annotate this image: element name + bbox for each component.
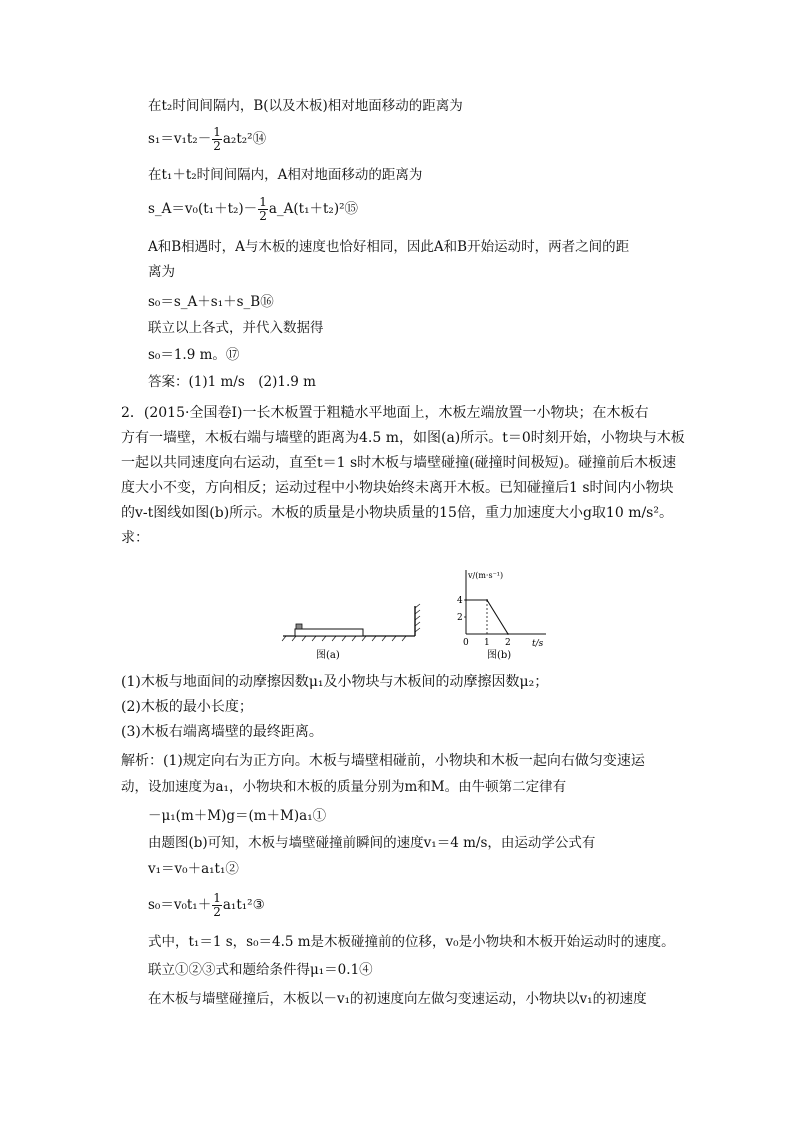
wall-hatch — [415, 604, 420, 632]
answer-line: 答案：(1)1 m/s (2)1.9 m — [148, 374, 316, 390]
solution-line: 动，设加速度为a₁，小物块和木板的质量分别为m和M。由牛顿第二定律有 — [121, 779, 567, 795]
x-tick-label: 0 — [463, 638, 469, 648]
question-3: (3)木板右端离墙壁的最终距离。 — [121, 724, 323, 740]
wooden-board — [295, 629, 363, 636]
problem-line: 求： — [121, 530, 149, 546]
x-axis-label: t/s — [532, 639, 544, 649]
equation-3 — [148, 892, 265, 919]
problem-line: 度大小不变，方向相反；运动过程中小物块始终未离开木板。已知碰撞后1 s时间内小物块 — [121, 480, 674, 496]
fraction-numerator: 1 — [259, 195, 267, 209]
equation-right: a_A(t₁＋t₂)²⑮ — [268, 201, 358, 217]
equation-left: s₀＝v₀t₁＋ — [148, 897, 212, 913]
solution-line: A和B相遇时，A与木板的速度也恰好相同，因此A和B开始运动时，两者之间的距 — [148, 239, 630, 255]
fraction-numerator: 1 — [213, 891, 221, 905]
equation-s0: s₀＝s_A＋s₁＋s_B⑯ — [148, 294, 274, 310]
problem-line: 一起以共同速度向右运动，直至t＝1 s时木板与墙壁碰撞(碰撞时间极短)。碰撞前后木板速 — [121, 455, 677, 471]
solution-line: 解析：(1)规定向右为正方向。木板与墙壁相碰前，小物块和木板一起向右做匀变速运 — [121, 753, 645, 769]
equation-left: s_A＝v₀(t₁＋t₂)－ — [148, 201, 258, 217]
y-axis-label: v/(m·s⁻¹) — [468, 571, 504, 580]
solution-line: 离为 — [148, 264, 175, 280]
y-tick-label: 2 — [457, 613, 463, 623]
problem-line: 的v-t图线如图(b)所示。木板的质量是小物块质量的15倍，重力加速度大小g取10 m/s²。 — [121, 505, 673, 521]
x-tick-label: 1 — [484, 638, 490, 648]
solution-line: 联立以上各式，并代入数据得 — [148, 320, 324, 336]
equation-2: v₁＝v₀＋a₁t₁② — [148, 861, 239, 877]
equation-left: s₁＝v₁t₂－ — [148, 131, 212, 147]
equation-4: 联立①②③式和题给条件得μ₁＝0.1④ — [148, 962, 373, 978]
fraction-numerator: 1 — [213, 125, 221, 139]
caption-a: 图(a) — [316, 650, 340, 661]
data-point — [465, 599, 467, 601]
fraction-denominator: 2 — [259, 209, 267, 223]
solution-line: 在t₁＋t₂时间间隔内，A相对地面移动的距离为 — [148, 167, 423, 183]
x-tick-label: 2 — [505, 638, 511, 648]
data-point — [486, 599, 488, 601]
equation-1: －μ₁(m＋M)g＝(m＋M)a₁① — [148, 808, 327, 824]
small-block — [296, 624, 302, 629]
equation-result: s₀＝1.9 m。⑰ — [148, 347, 240, 363]
fraction — [212, 126, 222, 153]
fraction — [258, 196, 268, 223]
equation-s1 — [148, 126, 266, 153]
fraction — [212, 892, 222, 919]
equation-right: a₂t₂²⑭ — [222, 131, 267, 147]
solution-line: 在t₂时间间隔内，B(以及木板)相对地面移动的距离为 — [148, 98, 463, 114]
equation-right: a₁t₁²③ — [222, 897, 265, 913]
question-2: (2)木板的最小长度； — [121, 699, 253, 715]
solution-line: 由题图(b)可知，木板与墙壁碰撞前瞬间的速度v₁＝4 m/s，由运动学公式有 — [148, 835, 596, 851]
figure-b-chart — [454, 566, 554, 666]
fraction-denominator: 2 — [213, 139, 221, 153]
problem-line: 2．(2015·全国卷Ⅰ)一长木板置于粗糙水平地面上，木板左端放置一小物块；在木板右 — [121, 405, 649, 421]
problem-line: 方有一墙壁，木板右端与墙壁的距离为4.5 m，如图(a)所示。t＝0时刻开始，小物块与木板 — [121, 430, 685, 446]
solution-line: 在木板与墙壁碰撞后，木板以－v₁的初速度向左做匀变速运动，小物块以v₁的初速度 — [148, 991, 647, 1007]
equation-sa — [148, 196, 358, 223]
solution-line: 式中，t₁＝1 s，s₀＝4.5 m是木板碰撞前的位移，v₀是小物块和木板开始运动时的速度。 — [148, 934, 675, 950]
caption-b: 图(b) — [487, 650, 512, 661]
fraction-denominator: 2 — [213, 905, 221, 919]
data-point — [507, 633, 509, 635]
figure-a — [278, 568, 428, 668]
ground-hatch — [282, 636, 406, 641]
question-1: (1)木板与地面间的动摩擦因数μ₁及小物块与木板间的动摩擦因数μ₂； — [121, 674, 549, 690]
y-tick-label: 4 — [457, 596, 463, 606]
